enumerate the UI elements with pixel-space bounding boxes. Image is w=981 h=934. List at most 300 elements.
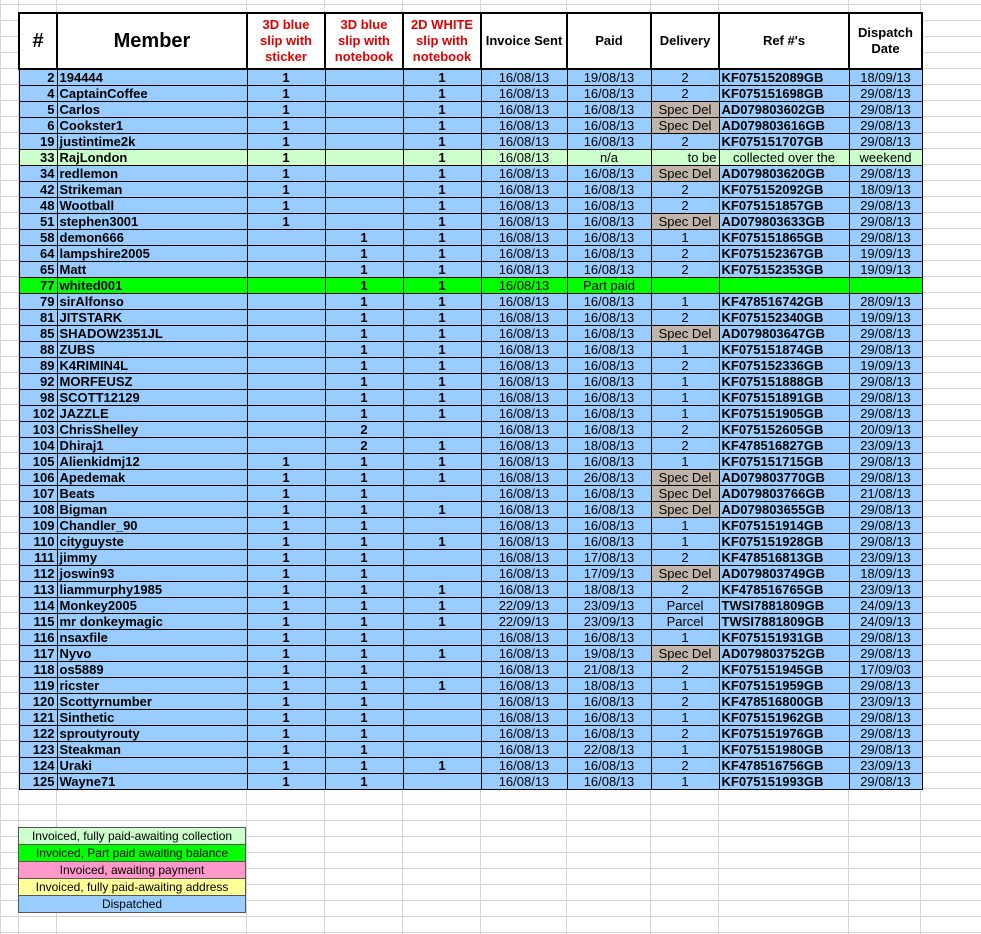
cell-3d-blue-notebook[interactable]: 1 bbox=[325, 406, 403, 422]
table-row[interactable] bbox=[19, 230, 922, 246]
cell-dispatch-date[interactable]: weekend bbox=[849, 150, 922, 166]
cell-paid[interactable]: 16/08/13 bbox=[567, 118, 651, 134]
cell-dispatch-date[interactable]: 29/08/13 bbox=[849, 390, 922, 406]
table-row[interactable] bbox=[19, 518, 922, 534]
cell-delivery[interactable]: 1 bbox=[651, 406, 719, 422]
cell-3d-blue-sticker[interactable]: 1 bbox=[247, 486, 325, 502]
cell-member[interactable]: ChrisShelley bbox=[57, 422, 247, 438]
cell-number[interactable]: 92 bbox=[19, 374, 57, 390]
cell-dispatch-date[interactable]: 29/08/13 bbox=[849, 326, 922, 342]
cell-member[interactable]: Strikeman bbox=[57, 182, 247, 198]
cell-dispatch-date[interactable]: 29/08/13 bbox=[849, 726, 922, 742]
legend-part-paid[interactable]: Invoiced, Part paid awaiting balance bbox=[19, 845, 246, 862]
cell-3d-blue-sticker[interactable]: 1 bbox=[247, 566, 325, 582]
cell-delivery[interactable]: 2 bbox=[651, 550, 719, 566]
cell-3d-blue-sticker[interactable] bbox=[247, 278, 325, 294]
cell-2d-white-notebook[interactable]: 1 bbox=[403, 166, 481, 182]
table-row[interactable] bbox=[19, 614, 922, 630]
cell-number[interactable]: 122 bbox=[19, 726, 57, 742]
cell-paid[interactable]: 16/08/13 bbox=[567, 774, 651, 790]
table-row[interactable] bbox=[19, 550, 922, 566]
table-row[interactable] bbox=[19, 134, 922, 150]
cell-dispatch-date[interactable]: 29/08/13 bbox=[849, 534, 922, 550]
cell-3d-blue-sticker[interactable] bbox=[247, 390, 325, 406]
table-row[interactable] bbox=[19, 502, 922, 518]
header-paid[interactable]: Paid bbox=[567, 13, 651, 69]
cell-number[interactable]: 124 bbox=[19, 758, 57, 774]
cell-invoice-sent[interactable]: 16/08/13 bbox=[481, 646, 567, 662]
cell-delivery[interactable]: 2 bbox=[651, 182, 719, 198]
cell-dispatch-date[interactable]: 29/08/13 bbox=[849, 86, 922, 102]
cell-ref[interactable]: KF075151857GB bbox=[719, 198, 849, 214]
cell-2d-white-notebook[interactable] bbox=[403, 662, 481, 678]
cell-member[interactable]: whited001 bbox=[57, 278, 247, 294]
cell-3d-blue-notebook[interactable] bbox=[325, 166, 403, 182]
cell-3d-blue-sticker[interactable]: 1 bbox=[247, 502, 325, 518]
cell-dispatch-date[interactable]: 29/08/13 bbox=[849, 678, 922, 694]
cell-ref[interactable]: KF478516800GB bbox=[719, 694, 849, 710]
cell-delivery[interactable]: Spec Del bbox=[651, 326, 719, 342]
cell-3d-blue-notebook[interactable]: 1 bbox=[325, 294, 403, 310]
cell-ref[interactable]: KF478516827GB bbox=[719, 438, 849, 454]
cell-invoice-sent[interactable]: 16/08/13 bbox=[481, 310, 567, 326]
cell-number[interactable]: 51 bbox=[19, 214, 57, 230]
cell-2d-white-notebook[interactable] bbox=[403, 422, 481, 438]
table-row[interactable] bbox=[19, 182, 922, 198]
cell-ref[interactable]: AD079803620GB bbox=[719, 166, 849, 182]
cell-3d-blue-notebook[interactable]: 1 bbox=[325, 374, 403, 390]
cell-delivery[interactable]: 2 bbox=[651, 726, 719, 742]
cell-delivery[interactable]: 1 bbox=[651, 774, 719, 790]
cell-2d-white-notebook[interactable]: 1 bbox=[403, 470, 481, 486]
cell-number[interactable]: 107 bbox=[19, 486, 57, 502]
cell-invoice-sent[interactable]: 16/08/13 bbox=[481, 678, 567, 694]
cell-ref[interactable]: AD079803766GB bbox=[719, 486, 849, 502]
cell-invoice-sent[interactable]: 16/08/13 bbox=[481, 69, 567, 86]
cell-member[interactable]: K4RIMIN4L bbox=[57, 358, 247, 374]
cell-paid[interactable]: 16/08/13 bbox=[567, 294, 651, 310]
cell-paid[interactable]: 18/08/13 bbox=[567, 582, 651, 598]
cell-ref[interactable]: AD079803633GB bbox=[719, 214, 849, 230]
cell-ref[interactable]: KF075151945GB bbox=[719, 662, 849, 678]
cell-2d-white-notebook[interactable]: 1 bbox=[403, 294, 481, 310]
cell-2d-white-notebook[interactable] bbox=[403, 710, 481, 726]
header-member[interactable]: Member bbox=[57, 13, 247, 69]
cell-dispatch-date[interactable]: 28/09/13 bbox=[849, 294, 922, 310]
cell-paid[interactable]: 16/08/13 bbox=[567, 214, 651, 230]
cell-3d-blue-notebook[interactable] bbox=[325, 214, 403, 230]
cell-3d-blue-notebook[interactable]: 1 bbox=[325, 310, 403, 326]
cell-member[interactable]: stephen3001 bbox=[57, 214, 247, 230]
cell-delivery[interactable]: 1 bbox=[651, 374, 719, 390]
cell-number[interactable]: 111 bbox=[19, 550, 57, 566]
cell-3d-blue-sticker[interactable]: 1 bbox=[247, 166, 325, 182]
table-row[interactable] bbox=[19, 342, 922, 358]
cell-ref[interactable] bbox=[719, 278, 849, 294]
cell-3d-blue-sticker[interactable]: 1 bbox=[247, 118, 325, 134]
cell-ref[interactable]: AD079803647GB bbox=[719, 326, 849, 342]
cell-invoice-sent[interactable]: 16/08/13 bbox=[481, 166, 567, 182]
cell-dispatch-date[interactable]: 29/08/13 bbox=[849, 214, 922, 230]
cell-2d-white-notebook[interactable]: 1 bbox=[403, 262, 481, 278]
cell-number[interactable]: 121 bbox=[19, 710, 57, 726]
legend-dispatched[interactable]: Dispatched bbox=[19, 896, 246, 913]
cell-2d-white-notebook[interactable] bbox=[403, 742, 481, 758]
cell-number[interactable]: 48 bbox=[19, 198, 57, 214]
cell-invoice-sent[interactable]: 16/08/13 bbox=[481, 118, 567, 134]
cell-3d-blue-notebook[interactable]: 1 bbox=[325, 278, 403, 294]
cell-2d-white-notebook[interactable]: 1 bbox=[403, 598, 481, 614]
cell-delivery[interactable]: 1 bbox=[651, 518, 719, 534]
cell-3d-blue-sticker[interactable]: 1 bbox=[247, 710, 325, 726]
cell-number[interactable]: 6 bbox=[19, 118, 57, 134]
table-row[interactable] bbox=[19, 294, 922, 310]
cell-3d-blue-sticker[interactable]: 1 bbox=[247, 214, 325, 230]
cell-member[interactable]: Matt bbox=[57, 262, 247, 278]
cell-3d-blue-notebook[interactable] bbox=[325, 69, 403, 86]
cell-invoice-sent[interactable]: 16/08/13 bbox=[481, 630, 567, 646]
cell-ref[interactable]: KF075151976GB bbox=[719, 726, 849, 742]
cell-invoice-sent[interactable]: 16/08/13 bbox=[481, 358, 567, 374]
table-row[interactable] bbox=[19, 454, 922, 470]
cell-2d-white-notebook[interactable] bbox=[403, 694, 481, 710]
cell-ref[interactable]: KF075151914GB bbox=[719, 518, 849, 534]
cell-delivery[interactable]: Spec Del bbox=[651, 118, 719, 134]
cell-ref[interactable]: KF075152336GB bbox=[719, 358, 849, 374]
cell-dispatch-date[interactable]: 29/08/13 bbox=[849, 198, 922, 214]
header-3d-blue-sticker[interactable]: 3D blue slip with sticker bbox=[247, 13, 325, 69]
cell-paid[interactable]: 16/08/13 bbox=[567, 246, 651, 262]
cell-invoice-sent[interactable]: 16/08/13 bbox=[481, 502, 567, 518]
cell-3d-blue-notebook[interactable] bbox=[325, 86, 403, 102]
cell-paid[interactable]: 21/08/13 bbox=[567, 662, 651, 678]
cell-paid[interactable]: 16/08/13 bbox=[567, 630, 651, 646]
table-row[interactable] bbox=[19, 358, 922, 374]
table-row[interactable] bbox=[19, 726, 922, 742]
cell-invoice-sent[interactable]: 16/08/13 bbox=[481, 486, 567, 502]
cell-ref[interactable]: KF075151905GB bbox=[719, 406, 849, 422]
cell-member[interactable]: redlemon bbox=[57, 166, 247, 182]
cell-delivery[interactable]: 1 bbox=[651, 342, 719, 358]
cell-3d-blue-notebook[interactable]: 1 bbox=[325, 534, 403, 550]
cell-delivery[interactable]: 2 bbox=[651, 134, 719, 150]
cell-3d-blue-sticker[interactable]: 1 bbox=[247, 182, 325, 198]
cell-number[interactable]: 112 bbox=[19, 566, 57, 582]
cell-invoice-sent[interactable]: 16/08/13 bbox=[481, 134, 567, 150]
cell-2d-white-notebook[interactable]: 1 bbox=[403, 326, 481, 342]
cell-2d-white-notebook[interactable]: 1 bbox=[403, 358, 481, 374]
cell-ref[interactable]: TWSI7881809GB bbox=[719, 598, 849, 614]
cell-paid[interactable]: 16/08/13 bbox=[567, 134, 651, 150]
cell-3d-blue-sticker[interactable] bbox=[247, 310, 325, 326]
cell-2d-white-notebook[interactable]: 1 bbox=[403, 390, 481, 406]
cell-invoice-sent[interactable]: 16/08/13 bbox=[481, 454, 567, 470]
cell-3d-blue-sticker[interactable]: 1 bbox=[247, 742, 325, 758]
cell-paid[interactable]: 22/08/13 bbox=[567, 742, 651, 758]
cell-delivery[interactable]: 1 bbox=[651, 710, 719, 726]
cell-3d-blue-sticker[interactable]: 1 bbox=[247, 598, 325, 614]
cell-invoice-sent[interactable]: 16/08/13 bbox=[481, 182, 567, 198]
cell-ref[interactable]: KF075151962GB bbox=[719, 710, 849, 726]
cell-3d-blue-notebook[interactable]: 1 bbox=[325, 678, 403, 694]
cell-paid[interactable]: 16/08/13 bbox=[567, 486, 651, 502]
table-row[interactable] bbox=[19, 486, 922, 502]
cell-member[interactable]: nsaxfile bbox=[57, 630, 247, 646]
cell-invoice-sent[interactable]: 16/08/13 bbox=[481, 278, 567, 294]
cell-2d-white-notebook[interactable]: 1 bbox=[403, 374, 481, 390]
cell-number[interactable]: 5 bbox=[19, 102, 57, 118]
cell-paid[interactable]: 16/08/13 bbox=[567, 390, 651, 406]
cell-ref[interactable]: KF075152089GB bbox=[719, 69, 849, 86]
cell-dispatch-date[interactable]: 29/08/13 bbox=[849, 502, 922, 518]
header-invoice-sent[interactable]: Invoice Sent bbox=[481, 13, 567, 69]
cell-paid[interactable]: 26/08/13 bbox=[567, 470, 651, 486]
cell-3d-blue-sticker[interactable] bbox=[247, 358, 325, 374]
cell-ref[interactable]: KF075151980GB bbox=[719, 742, 849, 758]
cell-3d-blue-notebook[interactable]: 1 bbox=[325, 486, 403, 502]
cell-3d-blue-sticker[interactable]: 1 bbox=[247, 102, 325, 118]
table-row[interactable] bbox=[19, 118, 922, 134]
cell-delivery[interactable]: 2 bbox=[651, 358, 719, 374]
cell-dispatch-date[interactable]: 23/09/13 bbox=[849, 550, 922, 566]
cell-ref[interactable]: KF075151928GB bbox=[719, 534, 849, 550]
cell-3d-blue-notebook[interactable]: 1 bbox=[325, 630, 403, 646]
cell-member[interactable]: mr donkeymagic bbox=[57, 614, 247, 630]
cell-member[interactable]: Scottyrnumber bbox=[57, 694, 247, 710]
cell-3d-blue-sticker[interactable] bbox=[247, 246, 325, 262]
cell-paid[interactable]: 19/08/13 bbox=[567, 646, 651, 662]
table-row[interactable] bbox=[19, 69, 922, 86]
cell-delivery[interactable]: to be bbox=[651, 150, 719, 166]
cell-invoice-sent[interactable]: 22/09/13 bbox=[481, 614, 567, 630]
cell-delivery[interactable]: 2 bbox=[651, 422, 719, 438]
cell-member[interactable]: joswin93 bbox=[57, 566, 247, 582]
table-row[interactable] bbox=[19, 326, 922, 342]
cell-paid[interactable]: 16/08/13 bbox=[567, 710, 651, 726]
table-row[interactable] bbox=[19, 630, 922, 646]
cell-invoice-sent[interactable]: 16/08/13 bbox=[481, 422, 567, 438]
cell-3d-blue-sticker[interactable] bbox=[247, 262, 325, 278]
legend-awaiting-address[interactable]: Invoiced, fully paid-awaiting address bbox=[19, 879, 246, 896]
cell-member[interactable]: Beats bbox=[57, 486, 247, 502]
cell-dispatch-date[interactable]: 29/08/13 bbox=[849, 118, 922, 134]
cell-2d-white-notebook[interactable]: 1 bbox=[403, 534, 481, 550]
cell-invoice-sent[interactable]: 16/08/13 bbox=[481, 662, 567, 678]
table-row[interactable] bbox=[19, 662, 922, 678]
cell-dispatch-date[interactable]: 20/09/13 bbox=[849, 422, 922, 438]
table-row[interactable] bbox=[19, 694, 922, 710]
table-row[interactable] bbox=[19, 742, 922, 758]
cell-2d-white-notebook[interactable]: 1 bbox=[403, 214, 481, 230]
cell-ref[interactable]: AD079803616GB bbox=[719, 118, 849, 134]
cell-2d-white-notebook[interactable] bbox=[403, 726, 481, 742]
cell-3d-blue-notebook[interactable]: 1 bbox=[325, 582, 403, 598]
cell-dispatch-date[interactable]: 29/08/13 bbox=[849, 102, 922, 118]
cell-paid[interactable]: 23/09/13 bbox=[567, 598, 651, 614]
cell-dispatch-date[interactable]: 29/08/13 bbox=[849, 470, 922, 486]
cell-ref[interactable]: KF075152367GB bbox=[719, 246, 849, 262]
cell-paid[interactable]: 16/08/13 bbox=[567, 358, 651, 374]
header-dispatch-date[interactable]: Dispatch Date bbox=[849, 13, 922, 69]
cell-invoice-sent[interactable]: 16/08/13 bbox=[481, 550, 567, 566]
table-row[interactable] bbox=[19, 374, 922, 390]
cell-delivery[interactable]: 2 bbox=[651, 694, 719, 710]
cell-paid[interactable]: 16/08/13 bbox=[567, 502, 651, 518]
cell-member[interactable]: os5889 bbox=[57, 662, 247, 678]
cell-member[interactable]: Monkey2005 bbox=[57, 598, 247, 614]
cell-dispatch-date[interactable]: 29/08/13 bbox=[849, 774, 922, 790]
cell-3d-blue-notebook[interactable]: 1 bbox=[325, 742, 403, 758]
table-row[interactable] bbox=[19, 678, 922, 694]
cell-3d-blue-notebook[interactable]: 1 bbox=[325, 726, 403, 742]
cell-2d-white-notebook[interactable] bbox=[403, 774, 481, 790]
cell-ref[interactable]: AD079803752GB bbox=[719, 646, 849, 662]
cell-delivery[interactable]: 1 bbox=[651, 678, 719, 694]
table-row[interactable] bbox=[19, 438, 922, 454]
cell-number[interactable]: 110 bbox=[19, 534, 57, 550]
cell-delivery[interactable]: 1 bbox=[651, 630, 719, 646]
cell-paid[interactable]: 16/08/13 bbox=[567, 534, 651, 550]
cell-invoice-sent[interactable]: 16/08/13 bbox=[481, 390, 567, 406]
cell-member[interactable]: Sinthetic bbox=[57, 710, 247, 726]
cell-ref[interactable]: KF075152353GB bbox=[719, 262, 849, 278]
cell-ref[interactable]: KF075151891GB bbox=[719, 390, 849, 406]
cell-3d-blue-notebook[interactable]: 1 bbox=[325, 342, 403, 358]
cell-invoice-sent[interactable]: 16/08/13 bbox=[481, 246, 567, 262]
cell-3d-blue-sticker[interactable]: 1 bbox=[247, 198, 325, 214]
cell-paid[interactable]: 16/08/13 bbox=[567, 102, 651, 118]
cell-delivery[interactable]: 2 bbox=[651, 262, 719, 278]
cell-delivery[interactable]: 1 bbox=[651, 294, 719, 310]
table-row[interactable] bbox=[19, 278, 922, 294]
cell-3d-blue-notebook[interactable] bbox=[325, 198, 403, 214]
cell-2d-white-notebook[interactable]: 1 bbox=[403, 582, 481, 598]
cell-2d-white-notebook[interactable] bbox=[403, 566, 481, 582]
cell-ref[interactable]: KF075151888GB bbox=[719, 374, 849, 390]
cell-2d-white-notebook[interactable]: 1 bbox=[403, 454, 481, 470]
cell-ref[interactable]: AD079803749GB bbox=[719, 566, 849, 582]
cell-2d-white-notebook[interactable] bbox=[403, 518, 481, 534]
cell-2d-white-notebook[interactable]: 1 bbox=[403, 134, 481, 150]
cell-invoice-sent[interactable]: 16/08/13 bbox=[481, 294, 567, 310]
cell-delivery[interactable]: 2 bbox=[651, 758, 719, 774]
table-row[interactable] bbox=[19, 758, 922, 774]
cell-3d-blue-sticker[interactable]: 1 bbox=[247, 518, 325, 534]
cell-2d-white-notebook[interactable]: 1 bbox=[403, 86, 481, 102]
cell-3d-blue-sticker[interactable]: 1 bbox=[247, 534, 325, 550]
cell-3d-blue-sticker[interactable]: 1 bbox=[247, 69, 325, 86]
cell-3d-blue-sticker[interactable]: 1 bbox=[247, 694, 325, 710]
cell-invoice-sent[interactable]: 16/08/13 bbox=[481, 262, 567, 278]
cell-paid[interactable]: 16/08/13 bbox=[567, 198, 651, 214]
cell-3d-blue-sticker[interactable]: 1 bbox=[247, 150, 325, 166]
cell-3d-blue-notebook[interactable]: 1 bbox=[325, 262, 403, 278]
cell-paid[interactable]: 16/08/13 bbox=[567, 454, 651, 470]
cell-ref[interactable]: KF478516765GB bbox=[719, 582, 849, 598]
cell-ref[interactable]: KF075151993GB bbox=[719, 774, 849, 790]
cell-ref[interactable]: AD079803770GB bbox=[719, 470, 849, 486]
cell-number[interactable]: 104 bbox=[19, 438, 57, 454]
cell-number[interactable]: 117 bbox=[19, 646, 57, 662]
cell-invoice-sent[interactable]: 16/08/13 bbox=[481, 582, 567, 598]
cell-2d-white-notebook[interactable] bbox=[403, 550, 481, 566]
cell-number[interactable]: 19 bbox=[19, 134, 57, 150]
cell-3d-blue-sticker[interactable]: 1 bbox=[247, 86, 325, 102]
cell-2d-white-notebook[interactable]: 1 bbox=[403, 102, 481, 118]
cell-member[interactable]: justintime2k bbox=[57, 134, 247, 150]
cell-ref[interactable]: KF075151865GB bbox=[719, 230, 849, 246]
cell-dispatch-date[interactable]: 18/09/13 bbox=[849, 566, 922, 582]
cell-2d-white-notebook[interactable]: 1 bbox=[403, 230, 481, 246]
cell-number[interactable]: 106 bbox=[19, 470, 57, 486]
cell-number[interactable]: 42 bbox=[19, 182, 57, 198]
cell-number[interactable]: 123 bbox=[19, 742, 57, 758]
cell-dispatch-date[interactable]: 23/09/13 bbox=[849, 582, 922, 598]
cell-invoice-sent[interactable]: 16/08/13 bbox=[481, 694, 567, 710]
cell-number[interactable]: 116 bbox=[19, 630, 57, 646]
legend-collection[interactable]: Invoiced, fully paid-awaiting collection bbox=[19, 828, 246, 845]
cell-invoice-sent[interactable]: 16/08/13 bbox=[481, 470, 567, 486]
cell-3d-blue-sticker[interactable] bbox=[247, 342, 325, 358]
cell-member[interactable]: Cookster1 bbox=[57, 118, 247, 134]
cell-dispatch-date[interactable]: 29/08/13 bbox=[849, 518, 922, 534]
cell-2d-white-notebook[interactable]: 1 bbox=[403, 678, 481, 694]
table-row[interactable] bbox=[19, 214, 922, 230]
cell-paid[interactable]: 16/08/13 bbox=[567, 374, 651, 390]
cell-invoice-sent[interactable]: 22/09/13 bbox=[481, 598, 567, 614]
table-row[interactable] bbox=[19, 198, 922, 214]
cell-number[interactable]: 109 bbox=[19, 518, 57, 534]
cell-ref[interactable]: KF075151874GB bbox=[719, 342, 849, 358]
cell-3d-blue-notebook[interactable]: 1 bbox=[325, 614, 403, 630]
cell-number[interactable]: 115 bbox=[19, 614, 57, 630]
cell-member[interactable]: Uraki bbox=[57, 758, 247, 774]
cell-dispatch-date[interactable]: 29/08/13 bbox=[849, 342, 922, 358]
cell-dispatch-date[interactable]: 17/09/03 bbox=[849, 662, 922, 678]
cell-invoice-sent[interactable]: 16/08/13 bbox=[481, 566, 567, 582]
cell-number[interactable]: 102 bbox=[19, 406, 57, 422]
cell-dispatch-date[interactable]: 29/08/13 bbox=[849, 134, 922, 150]
cell-3d-blue-sticker[interactable]: 1 bbox=[247, 726, 325, 742]
cell-3d-blue-notebook[interactable]: 2 bbox=[325, 422, 403, 438]
cell-member[interactable]: sirAlfonso bbox=[57, 294, 247, 310]
cell-3d-blue-sticker[interactable]: 1 bbox=[247, 614, 325, 630]
cell-3d-blue-notebook[interactable]: 1 bbox=[325, 774, 403, 790]
table-row[interactable] bbox=[19, 406, 922, 422]
cell-dispatch-date[interactable]: 23/09/13 bbox=[849, 758, 922, 774]
cell-invoice-sent[interactable]: 16/08/13 bbox=[481, 534, 567, 550]
table-row[interactable] bbox=[19, 390, 922, 406]
cell-3d-blue-notebook[interactable]: 1 bbox=[325, 454, 403, 470]
cell-3d-blue-sticker[interactable]: 1 bbox=[247, 582, 325, 598]
cell-dispatch-date[interactable]: 19/09/13 bbox=[849, 262, 922, 278]
cell-dispatch-date[interactable]: 19/09/13 bbox=[849, 310, 922, 326]
cell-member[interactable]: jimmy bbox=[57, 550, 247, 566]
cell-3d-blue-sticker[interactable] bbox=[247, 230, 325, 246]
cell-3d-blue-notebook[interactable] bbox=[325, 134, 403, 150]
cell-paid[interactable]: 16/08/13 bbox=[567, 518, 651, 534]
cell-number[interactable]: 114 bbox=[19, 598, 57, 614]
cell-invoice-sent[interactable]: 16/08/13 bbox=[481, 758, 567, 774]
cell-paid[interactable]: 16/08/13 bbox=[567, 262, 651, 278]
cell-invoice-sent[interactable]: 16/08/13 bbox=[481, 710, 567, 726]
cell-3d-blue-notebook[interactable]: 2 bbox=[325, 438, 403, 454]
cell-paid[interactable]: 17/08/13 bbox=[567, 550, 651, 566]
cell-member[interactable]: SCOTT12129 bbox=[57, 390, 247, 406]
cell-dispatch-date[interactable]: 19/09/13 bbox=[849, 358, 922, 374]
cell-3d-blue-notebook[interactable]: 1 bbox=[325, 550, 403, 566]
cell-paid[interactable]: 16/08/13 bbox=[567, 86, 651, 102]
